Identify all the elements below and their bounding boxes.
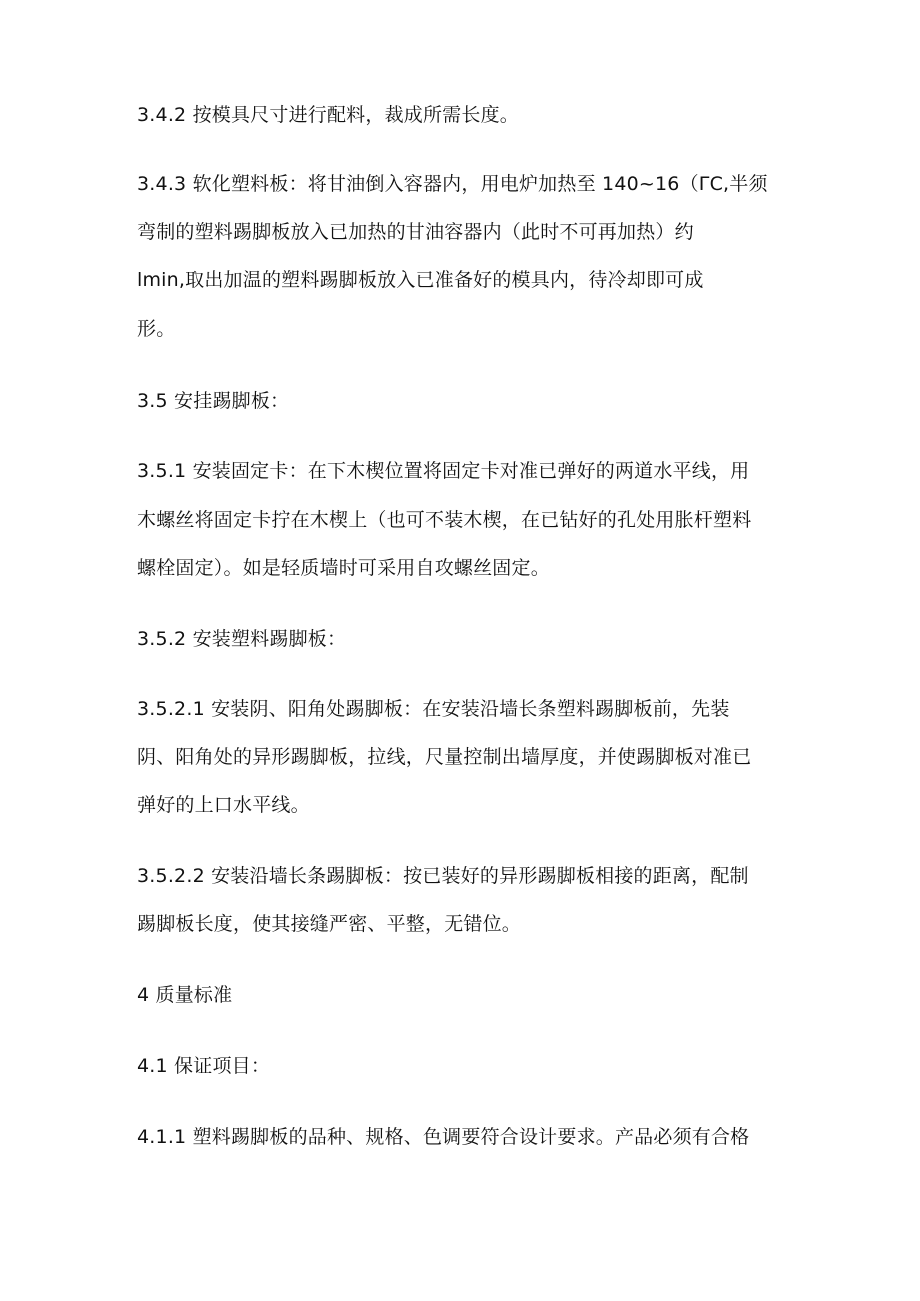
text-line-3-5-2-1-cont-1: 阴、阳角处的异形踢脚板，拉线，尺量控制出墙厚度，并使踢脚板对准已 bbox=[137, 746, 752, 768]
section-heading-4-1: 4.1 保证项目： bbox=[137, 1055, 271, 1077]
text-line-4-1-1: 4.1.1 塑料踢脚板的品种、规格、色调要符合设计要求。产品必须有合格 bbox=[137, 1126, 750, 1148]
text-line-3-4-3-cont-1: 弯制的塑料踢脚板放入已加热的甘油容器内（此时不可再加热）约 bbox=[137, 221, 694, 243]
text-line-3-5-1-cont-2: 螺栓固定）。如是轻质墙时可采用自攻螺丝固定。 bbox=[137, 557, 550, 579]
text-line-3-4-3-cont-2: lmin,取出加温的塑料踢脚板放入已准备好的模具内，待冷却即可成 bbox=[137, 269, 704, 291]
text-line-3-5-2-2-cont-1: 踢脚板长度，使其接缝严密、平整，无错位。 bbox=[137, 913, 522, 935]
text-line-3-4-2: 3.4.2 按模具尺寸进行配料，裁成所需长度。 bbox=[137, 104, 519, 126]
section-heading-3-5: 3.5 安挂踢脚板： bbox=[137, 390, 290, 412]
text-line-3-5-2-2: 3.5.2.2 安装沿墙长条踢脚板：按已装好的异形踢脚板相接的距离，配制 bbox=[137, 865, 749, 887]
text-line-3-5-2-1-cont-2: 弹好的上口水平线。 bbox=[137, 794, 310, 816]
text-line-3-4-3-cont-3: 形。 bbox=[137, 318, 176, 340]
section-heading-3-5-2: 3.5.2 安装塑料踢脚板： bbox=[137, 628, 347, 650]
text-line-3-5-1: 3.5.1 安装固定卡：在下木楔位置将固定卡对准已弹好的两道水平线，用 bbox=[137, 460, 750, 482]
text-line-3-5-2-1: 3.5.2.1 安装阴、阳角处踢脚板：在安装沿墙长条塑料踢脚板前，先装 bbox=[137, 698, 730, 720]
text-line-3-5-1-cont-1: 木螺丝将固定卡拧在木楔上（也可不装木楔，在已钻好的孔处用胀杆塑料 bbox=[137, 509, 752, 531]
section-heading-4: 4 质量标准 bbox=[137, 984, 233, 1006]
text-line-3-4-3: 3.4.3 软化塑料板：将甘油倒入容器内，用电炉加热至 140~16（ΓC,半须 bbox=[137, 173, 768, 195]
